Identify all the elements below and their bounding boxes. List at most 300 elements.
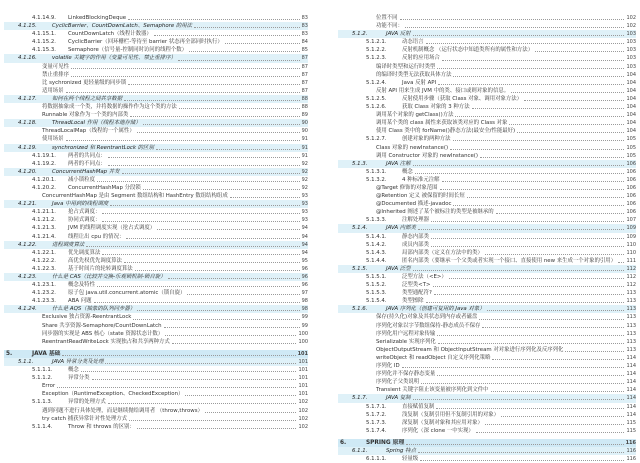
toc-entry-title: 浅复制（复制引用但不复制引用的对象）	[402, 411, 500, 418]
toc-entry[interactable]	[4, 241, 308, 249]
toc-entry-title: ABA 问题	[68, 298, 92, 305]
leader-dots	[97, 181, 300, 182]
toc-entry[interactable]	[338, 455, 636, 463]
toc-entry[interactable]	[4, 152, 308, 160]
toc-entry-title: 什么是 AQS（抽象的队列同步器）	[52, 306, 136, 313]
toc-entry[interactable]	[4, 233, 308, 241]
toc-entry-page-number: 102	[626, 23, 636, 30]
toc-entry-page-number: 114	[626, 387, 636, 394]
leader-dots	[501, 416, 624, 417]
toc-entry[interactable]	[338, 216, 636, 224]
leader-dots	[535, 51, 624, 52]
toc-entry-title: 类型擦除	[402, 298, 424, 305]
toc-entry[interactable]	[4, 208, 308, 216]
toc-entry-number: 4.1.21.1.	[32, 209, 57, 216]
leader-dots	[436, 408, 624, 409]
toc-entry[interactable]	[4, 184, 308, 192]
toc-entry-page-number: 93	[301, 209, 308, 216]
toc-entry[interactable]	[338, 447, 636, 455]
toc-entry[interactable]	[338, 257, 636, 265]
toc-entry-title: 遇到问题不进行具体处理，而是继续抛给调用者 （throw,throws）	[42, 407, 203, 414]
leader-dots	[129, 420, 296, 421]
toc-entry[interactable]	[4, 322, 308, 330]
toc-entry-number: 5.1.5.3.	[366, 290, 387, 297]
toc-entry[interactable]	[338, 265, 636, 273]
toc-entry[interactable]	[338, 38, 636, 46]
toc-entry-number: 4.1.15.3.	[32, 47, 57, 54]
toc-entry[interactable]	[4, 168, 308, 176]
toc-entry[interactable]	[4, 305, 308, 313]
toc-entry[interactable]	[338, 439, 636, 447]
toc-entry-number: 4.1.23.	[18, 274, 37, 280]
toc-entry[interactable]	[338, 305, 636, 313]
toc-entry-title: 将数据抽象成一个类，并将数据的操作作为这个类的方法	[42, 104, 177, 111]
leader-dots	[126, 238, 299, 239]
toc-entry[interactable]	[338, 95, 636, 103]
toc-entry-number: 5.1.2.3.	[366, 55, 387, 62]
toc-entry-title: Java 中用到的线程调度	[52, 201, 109, 208]
leader-dots	[178, 60, 300, 61]
toc-entry-title: Java 反射 API	[402, 79, 437, 86]
toc-entry-number: 5.1.7.1.	[366, 403, 387, 410]
toc-entry-title: ReentrantReadWriteLock 实现独占和共享两种方式	[42, 338, 170, 345]
leader-dots	[426, 43, 625, 44]
toc-entry-title: 成员内部类	[402, 241, 429, 248]
toc-entry[interactable]	[4, 281, 308, 289]
leader-dots	[440, 189, 625, 190]
toc-entry[interactable]	[4, 111, 308, 119]
toc-entry-title: 异常的处理方式	[68, 399, 106, 406]
toc-entry-title: 序列化子父类说明	[376, 379, 420, 386]
toc-entry-title: 比 sychronized 更轻量级的同步锁	[42, 79, 127, 86]
toc-entry[interactable]	[338, 313, 636, 321]
leader-dots	[480, 157, 624, 158]
toc-entry[interactable]	[4, 382, 308, 390]
toc-entry-page-number: 104	[626, 79, 636, 86]
toc-entry-number: 5.1.1.3.	[32, 399, 53, 406]
leader-dots	[66, 92, 300, 93]
toc-entry-title: volatile 关键字的作用（变量可见性、禁止重排序）	[52, 55, 176, 62]
toc-entry[interactable]	[338, 427, 636, 435]
toc-entry-number: 5.1.1.4.	[32, 423, 53, 430]
toc-entry-page-number: 114	[626, 379, 636, 386]
toc-entry[interactable]	[338, 111, 636, 119]
toc-entry[interactable]	[4, 192, 308, 200]
toc-entry-title: 调用 Constructor 对象的 newInstance()	[376, 152, 478, 159]
toc-entry[interactable]	[4, 313, 308, 321]
leader-dots	[413, 399, 625, 400]
toc-entry[interactable]	[4, 289, 308, 297]
toc-entry[interactable]	[4, 366, 308, 374]
toc-entry-number: 5.1.4.3.	[366, 249, 387, 256]
toc-entry-page-number: 101	[298, 383, 308, 390]
toc-entry[interactable]	[338, 71, 636, 79]
toc-entry[interactable]	[4, 95, 308, 103]
toc-entry-number: 5.1.4.1.	[366, 233, 387, 240]
toc-entry[interactable]	[4, 200, 308, 208]
leader-dots	[128, 19, 300, 20]
toc-entry-title: 反射使用步骤（获取 Class 对象、调用对象方法）	[402, 95, 523, 102]
toc-entry-title: 协同式调度：	[68, 217, 101, 224]
toc-entry-page-number: 92	[301, 184, 308, 191]
toc-entry[interactable]	[338, 411, 636, 419]
leader-dots	[455, 116, 624, 117]
toc-entry-title: 序列化 ID	[376, 363, 400, 370]
toc-entry[interactable]	[4, 257, 308, 265]
toc-entry[interactable]	[4, 398, 308, 406]
toc-right-column	[338, 14, 636, 463]
toc-entry-title: JAVA 复制	[386, 395, 411, 402]
toc-entry-page-number: 110	[626, 241, 636, 248]
toc-entry-page-number: 84	[301, 39, 308, 46]
toc-entry-number: 5.1.3.2.	[366, 176, 387, 183]
toc-entry[interactable]	[4, 350, 308, 358]
toc-entry[interactable]	[338, 338, 636, 346]
toc-entry-title: JAVA 基础	[32, 350, 61, 357]
toc-entry[interactable]	[4, 71, 308, 79]
toc-entry-page-number: 87	[301, 71, 308, 78]
toc-entry-title: JAVA 反射	[386, 31, 411, 38]
toc-entry[interactable]	[338, 176, 636, 184]
toc-entry-page-number: 93	[301, 193, 308, 200]
toc-entry-title: 优先调度算法	[68, 249, 101, 256]
toc-entry-page-number: 102	[298, 399, 308, 406]
leader-dots	[418, 452, 625, 453]
toc-entry-page-number: 90	[301, 128, 308, 135]
toc-entry-title: CyclicBarrier（回环栅栏-等待至 barrier 状态再全部同时执行）	[68, 39, 223, 46]
toc-entry[interactable]	[338, 273, 636, 281]
leader-dots	[71, 76, 300, 77]
toc-entry[interactable]	[4, 297, 308, 305]
toc-entry-page-number: 96	[301, 265, 308, 272]
toc-entry-title: 反射 API 用来生成 JVM 中的类、接口或则对象的信息。	[376, 87, 510, 94]
toc-entry-page-number: 106	[626, 193, 636, 200]
toc-entry-title: 异常分类	[68, 375, 90, 382]
toc-entry-title: JAVA 注解	[386, 160, 411, 167]
toc-entry[interactable]	[4, 38, 308, 46]
toc-entry-page-number: 101	[297, 350, 308, 357]
leader-dots	[453, 140, 625, 141]
toc-entry-number: 5.1.2.5.	[366, 95, 387, 102]
toc-entry-page-number: 101	[298, 375, 308, 382]
toc-entry[interactable]	[4, 103, 308, 111]
leader-dots	[479, 319, 624, 320]
toc-entry-page-number: 99	[301, 314, 308, 321]
toc-entry[interactable]	[338, 14, 636, 22]
toc-entry-title: 类型通配符?	[402, 290, 432, 297]
toc-entry-number: 4.1.23.3.	[32, 298, 57, 305]
toc-entry-title: 概念	[68, 367, 79, 374]
leader-dots	[431, 246, 624, 247]
toc-entry-number: 4.1.21.4.	[32, 233, 57, 240]
toc-entry[interactable]	[338, 362, 636, 370]
toc-entry[interactable]	[338, 403, 636, 411]
toc-entry-page-number: 114	[626, 403, 636, 410]
toc-entry-page-number: 116	[626, 447, 636, 454]
toc-entry[interactable]	[4, 273, 308, 281]
toc-entry[interactable]	[338, 184, 636, 192]
leader-dots	[172, 343, 297, 344]
toc-entry-title: ConcurrentHashMap 分段锁	[68, 184, 141, 191]
leader-dots	[165, 335, 296, 336]
toc-entry[interactable]	[338, 54, 636, 62]
toc-entry-title: JAVA 异常分类及处理	[52, 358, 104, 365]
toc-entry-page-number: 83	[301, 15, 308, 21]
toc-entry-page-number: 106	[626, 209, 636, 216]
toc-entry[interactable]	[338, 289, 636, 297]
toc-entry-title: 调用某个类的 class 属性来获取该类对应的 Class 对象	[376, 120, 508, 127]
toc-entry-title: 动态语言	[402, 39, 424, 46]
toc-entry[interactable]	[4, 79, 308, 87]
toc-entry-title: JAVA 泛型	[386, 265, 411, 272]
toc-entry-number: 5.1.1.1.	[32, 367, 53, 374]
toc-entry[interactable]	[338, 208, 636, 216]
toc-entry-page-number: 112	[626, 282, 636, 289]
toc-entry[interactable]	[4, 249, 308, 257]
toc-entry[interactable]	[338, 63, 636, 71]
leader-dots	[413, 165, 625, 166]
toc-entry-page-number: 102	[626, 15, 636, 21]
toc-entry-title: 如何在两个线程之间共享数据	[52, 95, 123, 102]
toc-entry[interactable]	[4, 135, 308, 143]
toc-entry[interactable]	[338, 322, 636, 330]
toc-entry-number: 5.1.3.1.	[366, 168, 387, 175]
toc-entry[interactable]	[338, 135, 636, 143]
toc-entry-page-number: 83	[301, 31, 308, 38]
toc-entry-page-number: 105	[626, 152, 636, 159]
toc-entry-page-number: 114	[626, 363, 636, 370]
leader-dots	[491, 391, 625, 392]
toc-entry-number: 5.1.2.6.	[366, 104, 387, 111]
leader-dots	[482, 327, 624, 328]
toc-entry[interactable]	[4, 63, 308, 71]
toc-entry-title: 直接赋值复制	[402, 403, 435, 410]
toc-entry[interactable]	[338, 346, 636, 354]
toc-entry[interactable]	[4, 265, 308, 273]
toc-entry-number: 4.1.20.1.	[32, 176, 57, 183]
toc-entry-page-number: 92	[301, 176, 308, 183]
toc-entry-page-number: 103	[626, 55, 636, 62]
toc-entry-title: 保存(持久化)对象及其状态到内存或者磁盘	[376, 314, 478, 321]
toc-entry-title: 序列化对象以字节数组保持-静态成员不保存	[376, 322, 481, 329]
leader-dots	[187, 294, 299, 295]
toc-entry-title: 什么是 CAS（比较并交换-乐观锁机制-锁自旋）	[52, 274, 166, 280]
toc-entry[interactable]	[338, 224, 636, 232]
toc-entry[interactable]	[4, 22, 308, 30]
toc-entry-page-number: 91	[301, 136, 308, 143]
toc-entry-number: 5.1.2.4.	[366, 79, 387, 86]
toc-entry-page-number: 114	[626, 411, 636, 418]
toc-entry-page-number: 113	[626, 314, 636, 321]
toc-entry[interactable]	[4, 415, 308, 423]
toc-entry-title: 进程调度算法	[52, 241, 85, 248]
toc-entry-page-number: 104	[626, 128, 636, 135]
leader-dots	[509, 124, 624, 125]
toc-entry[interactable]	[4, 54, 308, 62]
toc-entry[interactable]	[4, 14, 308, 22]
leader-dots	[102, 254, 299, 255]
toc-entry[interactable]	[4, 46, 308, 54]
leader-dots	[164, 327, 300, 328]
toc-entry-title: CyclicBarrier、CountDownLatch、Semaphore 的用法	[52, 23, 193, 30]
toc-entry[interactable]	[338, 46, 636, 54]
toc-entry-number: 5.1.1.2.	[32, 375, 53, 382]
toc-entry-title: 减小锁粒度	[68, 176, 95, 183]
toc-left-column	[4, 14, 308, 440]
toc-entry[interactable]	[4, 390, 308, 398]
leader-dots	[438, 84, 624, 85]
toc-entry-page-number: 104	[626, 95, 636, 102]
leader-dots	[420, 460, 624, 461]
leader-dots	[108, 157, 300, 158]
toc-entry-page-number: 85	[301, 47, 308, 54]
toc-entry[interactable]	[4, 423, 308, 431]
leader-dots	[124, 262, 300, 263]
toc-entry[interactable]	[338, 79, 636, 87]
toc-entry-page-number: 103	[626, 31, 636, 38]
toc-entry-page-number: 104	[626, 112, 636, 119]
toc-entry[interactable]	[338, 330, 636, 338]
toc-entry[interactable]	[4, 224, 308, 232]
toc-entry[interactable]	[4, 87, 308, 95]
toc-entry-page-number: 92	[301, 168, 308, 175]
toc-entry[interactable]	[338, 87, 636, 95]
leader-dots	[442, 60, 625, 61]
toc-entry[interactable]	[338, 22, 636, 30]
toc-entry-title: Transient 关键字阻止该变量被序列化到文件中	[376, 387, 489, 394]
toc-entry[interactable]	[4, 330, 308, 338]
toc-entry-page-number: 99	[301, 322, 308, 329]
leader-dots	[476, 432, 625, 433]
toc-entry[interactable]	[338, 144, 636, 152]
toc-entry-title: 获取 Class 对象的 3 种方法	[402, 104, 470, 111]
leader-dots	[431, 221, 624, 222]
toc-entry-number: 4.1.20.	[18, 168, 37, 175]
leader-dots	[133, 319, 299, 320]
toc-entry[interactable]	[4, 216, 308, 224]
leader-dots	[472, 108, 625, 109]
toc-entry[interactable]	[338, 249, 636, 257]
toc-entry[interactable]	[338, 241, 636, 249]
leader-dots	[517, 132, 624, 133]
leader-dots	[156, 149, 300, 150]
toc-entry-page-number: 111	[626, 257, 636, 264]
leader-dots	[194, 27, 300, 28]
toc-entry-number: 5.1.7.	[352, 395, 368, 402]
toc-entry-number: 4.1.21.3.	[32, 225, 57, 232]
toc-entry-page-number: 115	[626, 419, 636, 426]
toc-entry[interactable]	[4, 127, 308, 135]
toc-entry-page-number: 94	[301, 241, 308, 248]
toc-entry[interactable]	[338, 152, 636, 160]
toc-entry[interactable]	[338, 394, 636, 402]
toc-entry-number: 5.1.6.	[352, 306, 368, 313]
toc-entry[interactable]	[4, 176, 308, 184]
toc-entry[interactable]	[338, 419, 636, 427]
toc-entry-page-number: 90	[301, 120, 308, 127]
toc-entry[interactable]	[338, 386, 636, 394]
toc-entry[interactable]	[338, 160, 636, 168]
toc-entry-page-number: 113	[626, 306, 636, 313]
leader-dots	[437, 68, 624, 69]
toc-entry-page-number: 94	[301, 249, 308, 256]
toc-entry-page-number: 87	[301, 79, 308, 86]
toc-entry[interactable]	[338, 192, 636, 200]
leader-dots	[122, 173, 300, 174]
toc-entry[interactable]	[338, 127, 636, 135]
toc-entry-page-number: 101	[298, 367, 308, 374]
toc-entry-page-number: 106	[626, 184, 636, 191]
leader-dots	[405, 27, 624, 28]
toc-entry-title: synchronized 和 ReentrantLock 的区别	[52, 144, 154, 151]
toc-entry[interactable]	[338, 297, 636, 305]
toc-entry[interactable]	[338, 354, 636, 362]
toc-entry-title: JAVA 序列化（创建可复用的 Java 对象）	[386, 306, 485, 313]
toc-entry-title: 注解处理器	[402, 217, 429, 224]
toc-entry-page-number: 106	[626, 176, 636, 183]
toc-entry[interactable]	[338, 233, 636, 241]
toc-entry-number: 4.1.22.3.	[32, 265, 57, 272]
toc-entry-number: 4.1.22.1.	[32, 249, 57, 256]
toc-entry-page-number: 115	[626, 427, 636, 434]
toc-entry[interactable]	[4, 358, 308, 366]
toc-entry-title: 序列化用户远程对象传输	[376, 330, 436, 337]
toc-entry-page-number: 106	[626, 201, 636, 208]
toc-entry-title: 深复制（复制对象和其应用对象）	[402, 419, 483, 426]
toc-entry[interactable]	[338, 119, 636, 127]
toc-entry-title: 4 种标准元注解	[402, 176, 440, 183]
toc-entry-page-number: 112	[626, 265, 636, 272]
toc-entry-title: 两者的不同点：	[68, 160, 106, 167]
toc-entry[interactable]	[338, 281, 636, 289]
toc-entry-title: @Documented 描述-javadoc	[376, 201, 452, 208]
toc-entry[interactable]	[4, 407, 308, 415]
toc-entry[interactable]	[4, 30, 308, 38]
toc-entry[interactable]	[4, 374, 308, 382]
toc-entry-number: 4.1.15.	[18, 23, 37, 30]
toc-entry[interactable]	[4, 338, 308, 346]
toc-entry-page-number: 93	[301, 201, 308, 208]
toc-entry[interactable]	[4, 160, 308, 168]
toc-entry[interactable]	[4, 144, 308, 152]
leader-dots	[92, 379, 297, 380]
toc-entry[interactable]	[338, 103, 636, 111]
leader-dots	[524, 100, 624, 101]
leader-dots	[511, 92, 624, 93]
toc-entry-title: Class 对象的 newInstance()	[376, 144, 449, 151]
toc-entry-page-number: 109	[626, 225, 636, 232]
toc-entry-page-number: 95	[301, 257, 308, 264]
toc-entry-page-number: 93	[301, 217, 308, 224]
toc-entry[interactable]	[338, 200, 636, 208]
toc-entry[interactable]	[338, 30, 636, 38]
toc-entry[interactable]	[4, 119, 308, 127]
toc-entry-title: 概念	[402, 168, 413, 175]
toc-entry[interactable]	[338, 378, 636, 386]
toc-entry-number: 4.1.15.2.	[32, 39, 57, 46]
toc-entry[interactable]	[338, 168, 636, 176]
toc-entry-number: 6.	[340, 439, 347, 446]
toc-entry[interactable]	[338, 370, 636, 378]
toc-entry-title: 变量可见性	[42, 63, 69, 70]
leader-dots	[426, 302, 625, 303]
leader-dots	[618, 262, 624, 263]
toc-entry-page-number: 116	[625, 439, 636, 446]
leader-dots	[496, 213, 625, 214]
leader-dots	[57, 387, 296, 388]
toc-entry-number: 5.1.5.4.	[366, 298, 387, 305]
toc-entry-title: 轻量级	[402, 456, 419, 463]
